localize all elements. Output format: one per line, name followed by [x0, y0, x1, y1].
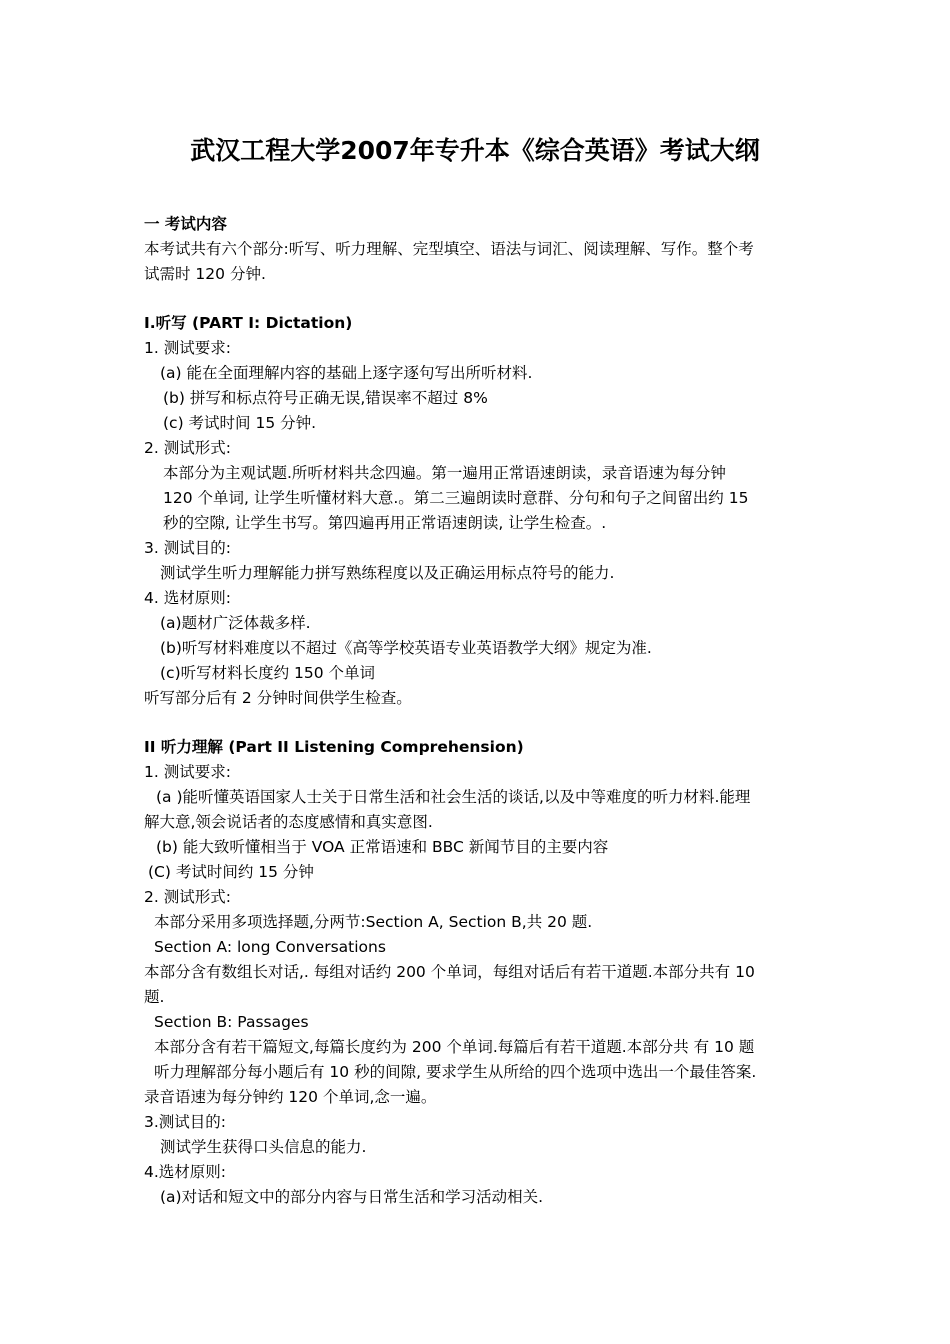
- paragraph-line: 听力理解部分每小题后有 10 秒的间隙, 要求学生从所给的四个选项中选出一个最佳答案.: [154, 1063, 757, 1081]
- paragraph-line: 测试学生听力理解能力拼写熟练程度以及正确运用标点符号的能力.: [160, 564, 615, 582]
- paragraph-line: 本考试共有六个部分:听写、听力理解、完型填空、语法与词汇、阅读理解、写作。整个考: [144, 240, 754, 258]
- paragraph-line: 测试学生获得口头信息的能力.: [160, 1138, 367, 1156]
- list-item: (b)听写材料难度以不超过《高等学校英语专业英语教学大纲》规定为准.: [160, 639, 652, 657]
- document-body: [144, 212, 810, 1210]
- paragraph-line: 试需时 120 分钟.: [144, 265, 266, 283]
- list-item: (C) 考试时间约 15 分钟: [148, 863, 314, 881]
- list-item: (a )能听懂英语国家人士关于日常生活和社会生活的谈话,以及中等难度的听力材料.能理: [156, 788, 751, 806]
- subheading-aim: 3.测试目的:: [144, 1113, 227, 1131]
- blank-line: [144, 711, 810, 735]
- list-item: (c)听写材料长度约 150 个单词: [160, 664, 376, 682]
- list-item: (a)对话和短文中的部分内容与日常生活和学习活动相关.: [160, 1188, 544, 1206]
- document-title: 武汉工程大学2007年专升本《综合英语》考试大纲: [190, 136, 760, 165]
- paragraph-line: 秒的空隙, 让学生书写。第四遍再用正常语速朗读, 让学生检查。.: [163, 514, 607, 532]
- list-item: (c) 考试时间 15 分钟.: [163, 414, 317, 432]
- list-item: (b) 拼写和标点符号正确无误,错误率不超过 8%: [163, 389, 488, 407]
- section-heading-exam-content: 一 考试内容: [144, 215, 227, 233]
- paragraph-line: 本部分含有数组长对话,. 每组对话约 200 个单词，每组对话后有若干道题.本部分共有 10: [144, 963, 755, 981]
- section-b-label: Section B: Passages: [154, 1013, 309, 1031]
- subheading-aim: 3. 测试目的:: [144, 539, 231, 557]
- paragraph-line: 听写部分后有 2 分钟时间供学生检查。: [144, 689, 412, 707]
- paragraph-line: 本部分含有若干篇短文,每篇长度约为 200 个单词.每篇后有若干道题.本部分共 有 10 题: [154, 1038, 755, 1056]
- paragraph-line: 本部分采用多项选择题,分两节:Section A, Section B,共 20 题.: [154, 913, 593, 931]
- subheading-material: 4.选材原则:: [144, 1163, 227, 1181]
- paragraph-line: 本部分为主观试题.所听材料共念四遍。第一遍用正常语速朗读，录音语速为每分钟: [163, 464, 726, 482]
- subheading-requirements: 1. 测试要求:: [144, 339, 231, 357]
- subheading-format: 2. 测试形式:: [144, 439, 231, 457]
- subheading-format: 2. 测试形式:: [144, 888, 231, 906]
- subheading-material: 4. 选材原则:: [144, 589, 231, 607]
- list-item: (b) 能大致听懂相当于 VOA 正常语速和 BBC 新闻节目的主要内容: [156, 838, 609, 856]
- blank-line: [144, 287, 810, 311]
- list-item: (a)题材广泛体裁多样.: [160, 614, 311, 632]
- section-heading-listening: II 听力理解 (Part II Listening Comprehension): [144, 738, 524, 756]
- list-item: (a) 能在全面理解内容的基础上逐字逐句写出所听材料.: [160, 364, 533, 382]
- section-a-label: Section A: long Conversations: [154, 938, 386, 956]
- paragraph-line: 解大意,领会说话者的态度感情和真实意图.: [144, 813, 433, 831]
- paragraph-line: 题.: [144, 988, 165, 1006]
- section-heading-dictation: I.听写 (PART I: Dictation): [144, 314, 353, 332]
- subheading-requirements: 1. 测试要求:: [144, 763, 231, 781]
- paragraph-line: 120 个单词, 让学生听懂材料大意.。第二三遍朗读时意群、分句和句子之间留出约 15: [163, 489, 749, 507]
- paragraph-line: 录音语速为每分钟约 120 个单词,念一遍。: [144, 1088, 437, 1106]
